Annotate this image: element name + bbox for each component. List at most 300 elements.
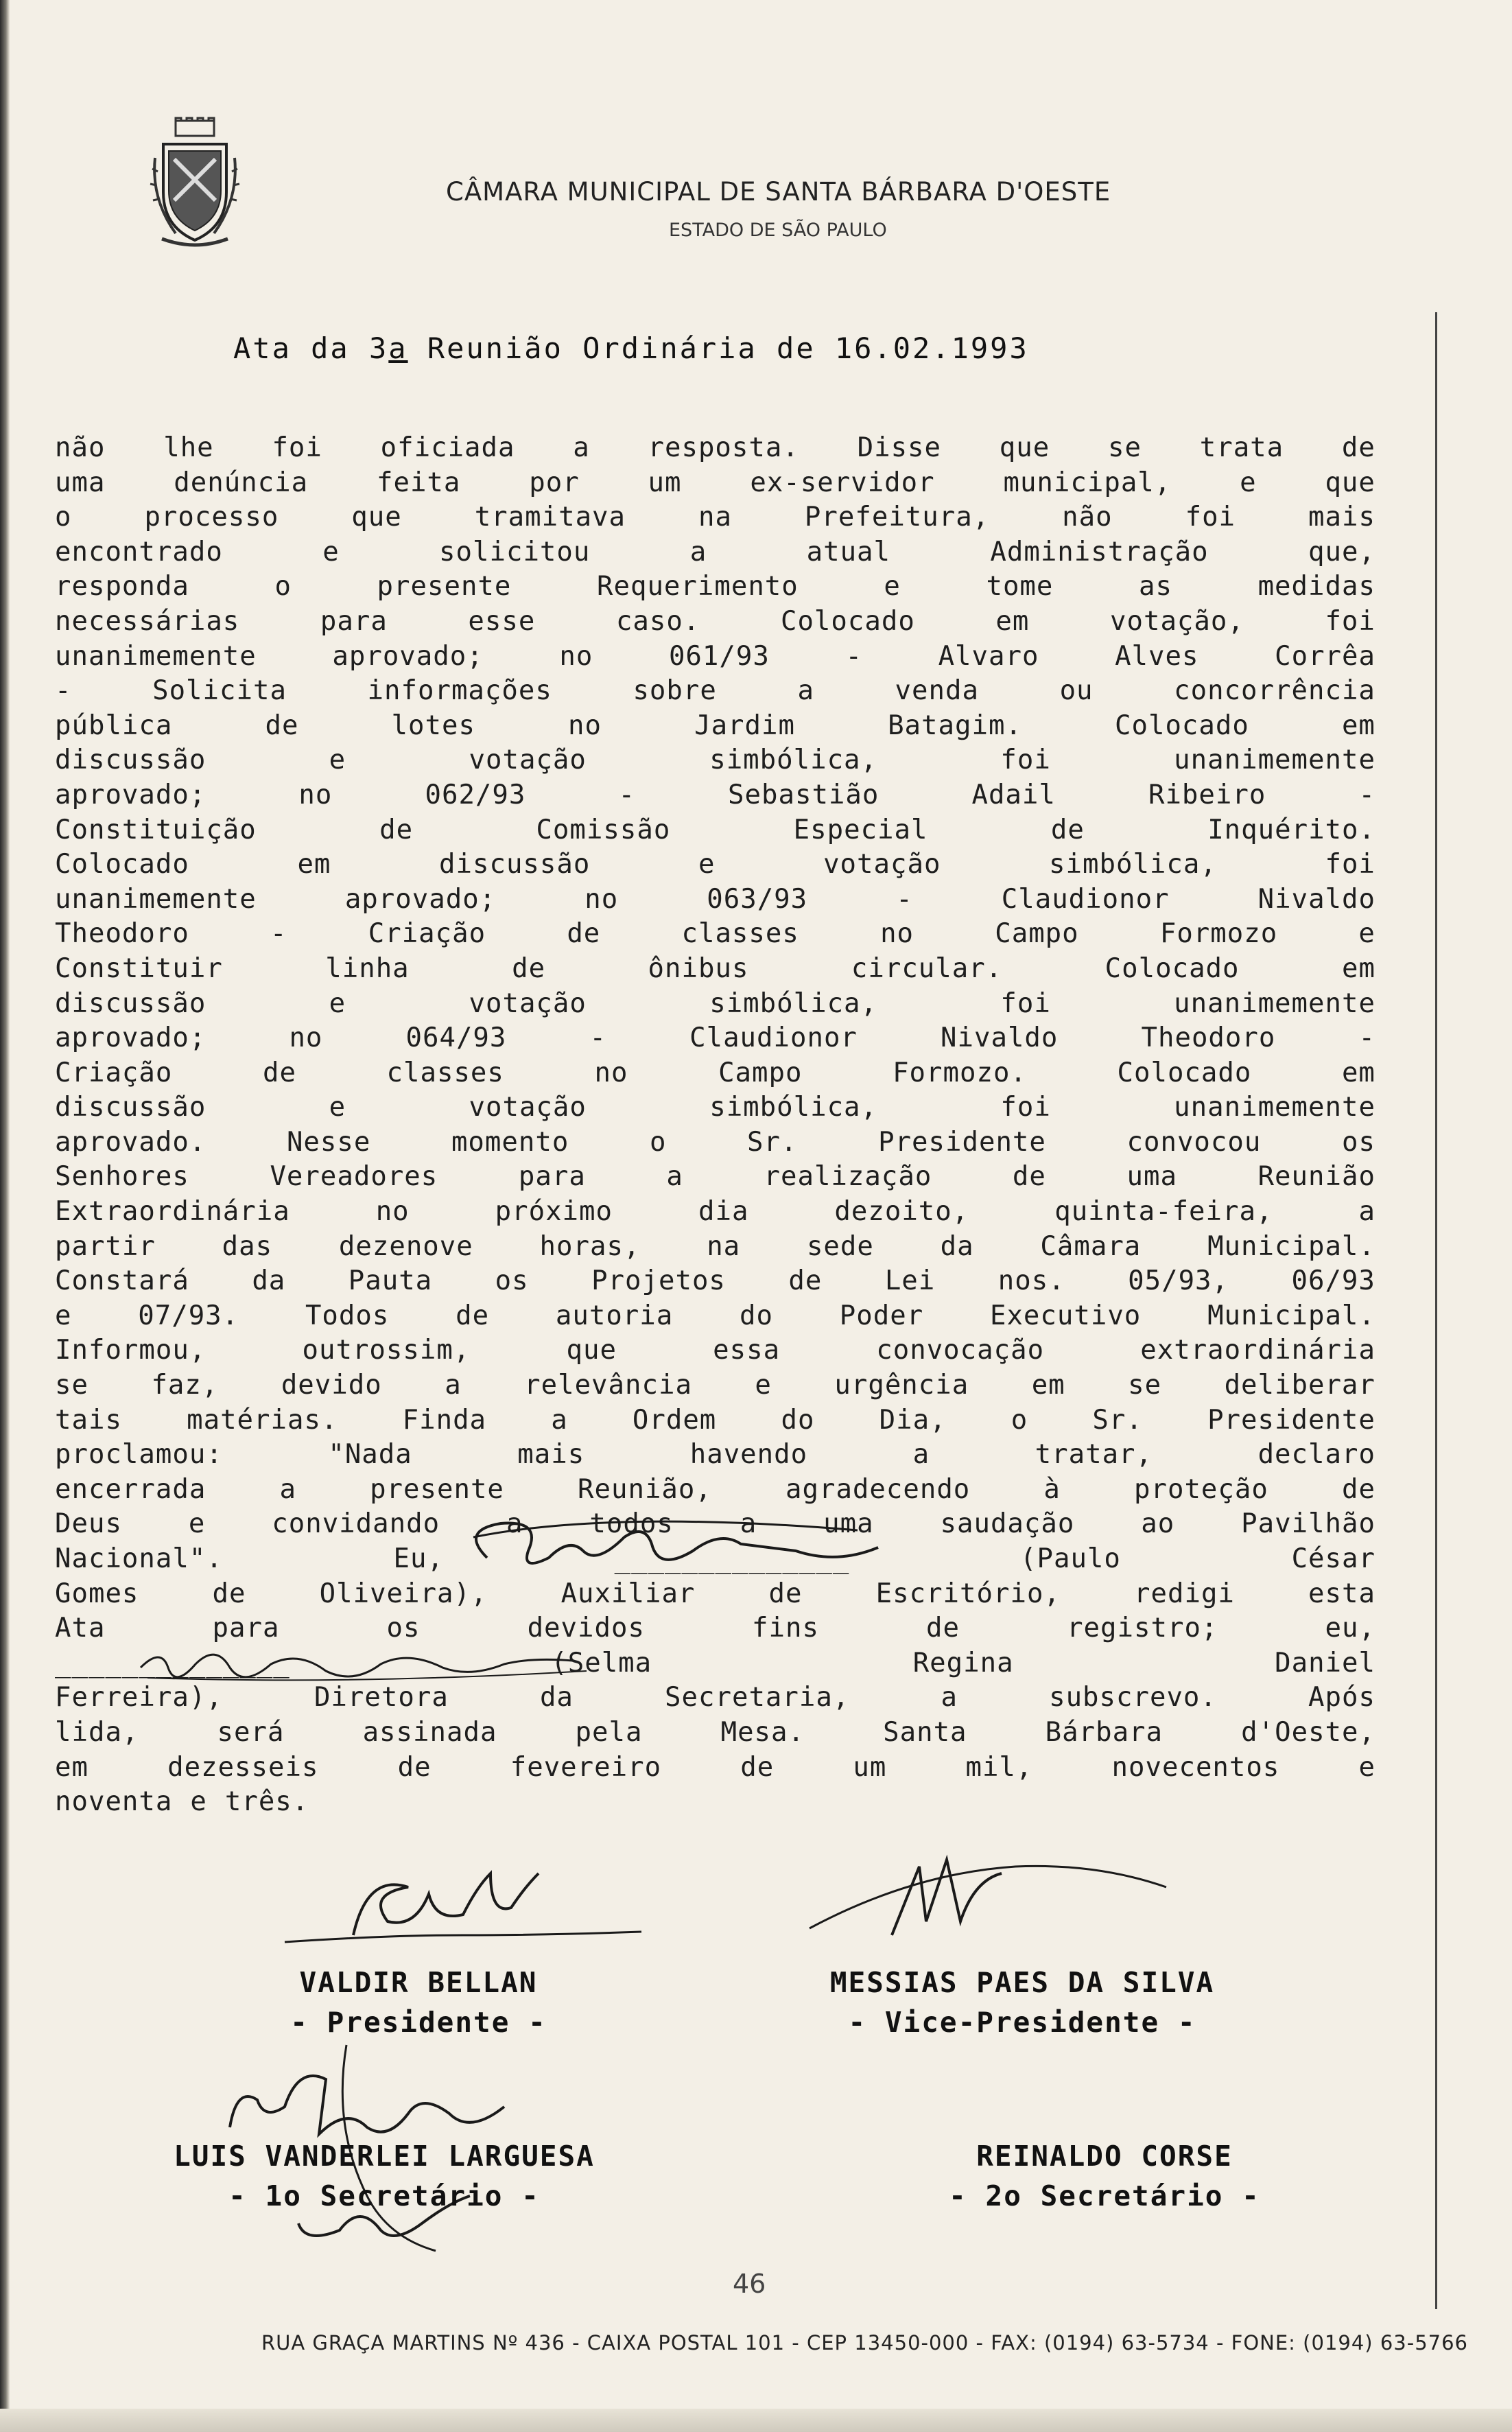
body-word: matérias.	[187, 1404, 338, 1436]
body-word: Auxiliar	[560, 1578, 696, 1609]
body-word: Alvaro	[938, 640, 1039, 672]
body-word: ônibus	[648, 952, 749, 984]
signatory-president	[226, 1963, 611, 2042]
body-word: os	[495, 1265, 529, 1297]
body-word: para	[518, 1161, 586, 1193]
body-line	[55, 1333, 1375, 1368]
body-word: de	[1050, 814, 1085, 845]
body-line	[55, 743, 1375, 778]
body-word: de	[456, 1300, 490, 1331]
body-word: e	[55, 1300, 72, 1331]
body-word: lhe	[163, 432, 214, 463]
body-line	[55, 1125, 1375, 1160]
body-word: fevereiro	[510, 1751, 662, 1783]
body-word: em	[1341, 710, 1375, 741]
body-line	[55, 1751, 1375, 1786]
body-word: não	[1062, 502, 1113, 533]
body-word: da	[252, 1265, 286, 1297]
page-number: 46	[733, 2269, 766, 2299]
body-word: da	[940, 1230, 974, 1262]
body-word: simbólica,	[1049, 849, 1217, 880]
body-word: ______________	[55, 1647, 290, 1679]
body-word: Batagim.	[888, 710, 1022, 741]
body-line	[55, 500, 1375, 535]
body-line	[55, 605, 1375, 640]
body-word: atual	[806, 536, 891, 568]
body-line	[55, 1021, 1375, 1056]
body-word: o	[649, 1126, 667, 1158]
body-word: dezenove	[338, 1230, 473, 1262]
body-word: da	[539, 1682, 574, 1714]
body-word: o	[55, 502, 72, 533]
body-word: Colocado	[1115, 710, 1249, 741]
body-word: Colocado	[780, 605, 915, 637]
body-word: resposta.	[648, 432, 799, 463]
body-word: se	[55, 1370, 88, 1401]
body-word: tratar,	[1035, 1439, 1153, 1471]
body-word: de	[567, 918, 601, 950]
body-line	[55, 1368, 1375, 1403]
body-word: sede	[806, 1230, 874, 1262]
body-word: Câmara	[1040, 1230, 1142, 1262]
body-word: assinada	[362, 1716, 497, 1748]
signatory-role: - 1o Secretário -	[228, 2179, 540, 2212]
body-word: Constituir	[55, 952, 223, 984]
body-word: 061/93	[668, 640, 770, 672]
body-word: Formozo.	[893, 1057, 1027, 1088]
body-word: foi	[1325, 849, 1375, 880]
body-word: classes	[681, 918, 799, 950]
body-word: Pauta	[348, 1265, 433, 1297]
body-word: declaro	[1257, 1439, 1375, 1471]
body-word: Claudionor	[1001, 883, 1170, 915]
body-word: foi	[272, 432, 322, 463]
body-word: três.	[224, 1786, 309, 1818]
body-word: Theodoro	[55, 918, 189, 950]
body-word: Theodoro	[1141, 1022, 1276, 1054]
body-word: tome	[986, 571, 1054, 603]
body-line	[55, 1264, 1375, 1299]
body-word: para	[320, 605, 388, 637]
body-word: que	[566, 1335, 617, 1366]
body-word: de	[379, 814, 414, 845]
body-word: venda	[895, 675, 979, 707]
body-word: de	[740, 1751, 775, 1783]
body-word: e	[322, 536, 340, 568]
body-word: ex-servidor	[750, 467, 935, 498]
signatory-name: VALDIR BELLAN	[299, 1966, 538, 1999]
letterhead-footer: RUA GRAÇA MARTINS Nº 436 - CAIXA POSTAL 101 - CEP 13450-000 - FAX: (0194) 63-5734 - FONE: (0194) 63-5766	[261, 2331, 1468, 2354]
body-word: tais	[55, 1404, 122, 1436]
body-word: Vereadores	[270, 1161, 438, 1193]
body-word: agradecendo	[785, 1473, 971, 1505]
body-word: o	[1011, 1404, 1028, 1436]
body-word: ou	[1059, 675, 1094, 707]
body-word: um	[648, 467, 682, 498]
body-word: presente	[377, 571, 512, 603]
body-word: Criação	[368, 918, 486, 950]
body-word: e	[884, 571, 901, 603]
body-word: 06/93	[1291, 1265, 1375, 1297]
body-word: esta	[1308, 1578, 1375, 1609]
body-word: municipal,	[1003, 467, 1172, 498]
body-word: Nivaldo	[1257, 883, 1375, 915]
body-word: Campo	[718, 1057, 803, 1088]
body-word: Executivo	[989, 1300, 1142, 1331]
body-word: -	[845, 640, 862, 672]
body-word: quinta-feira,	[1054, 1196, 1273, 1228]
body-word: e	[188, 1508, 206, 1540]
body-word: partir	[55, 1230, 156, 1262]
body-word: no	[375, 1196, 410, 1228]
body-word: Lei	[884, 1265, 936, 1297]
body-word: Ata	[55, 1613, 106, 1644]
body-word: e	[1240, 467, 1257, 498]
body-word: Bárbara	[1045, 1716, 1163, 1748]
body-word: Mesa.	[720, 1716, 805, 1748]
body-word: de	[397, 1751, 432, 1783]
signatory-role: - Presidente -	[290, 2006, 547, 2039]
body-word: simbólica,	[709, 1092, 878, 1123]
body-word: e	[755, 1370, 772, 1401]
body-word: Claudionor	[689, 1022, 858, 1054]
body-word: no	[568, 710, 602, 741]
body-line	[55, 535, 1375, 570]
body-word: encontrado	[55, 536, 223, 568]
body-word: Projetos	[591, 1265, 726, 1297]
body-word: Gomes	[55, 1578, 139, 1609]
body-line	[55, 1507, 1375, 1542]
body-word: havendo	[689, 1439, 808, 1471]
body-word: -	[618, 779, 635, 810]
body-word: novecentos	[1111, 1751, 1280, 1783]
body-word: de	[265, 710, 299, 741]
body-word: no	[880, 918, 914, 950]
body-line	[55, 987, 1375, 1022]
body-word: a	[551, 1404, 568, 1436]
body-line	[55, 847, 1375, 882]
body-word: Nivaldo	[941, 1022, 1059, 1054]
body-word: uma	[823, 1508, 874, 1540]
body-line	[55, 1230, 1375, 1265]
body-word: na	[707, 1230, 741, 1262]
body-word: e	[190, 1786, 207, 1818]
body-word: "Nada	[328, 1439, 412, 1471]
body-word: trata	[1199, 432, 1284, 463]
body-word: dezoito,	[834, 1196, 969, 1228]
body-word: convocação	[876, 1335, 1045, 1366]
body-word: as	[1139, 571, 1172, 603]
body-word: a	[797, 675, 814, 707]
body-word: -	[1358, 1022, 1375, 1054]
body-word: Dia,	[879, 1404, 947, 1436]
body-line	[55, 431, 1375, 466]
body-word: Oliveira),	[319, 1578, 488, 1609]
body-word: em	[55, 1751, 88, 1783]
body-word: Criação	[55, 1057, 173, 1088]
body-word: votação	[469, 745, 587, 776]
body-word: Deus	[55, 1508, 122, 1540]
body-word: Corrêa	[1275, 640, 1375, 672]
body-line	[55, 1056, 1375, 1091]
body-word: à	[1043, 1473, 1061, 1505]
body-word: Santa	[883, 1716, 967, 1748]
body-word: Colocado	[55, 849, 189, 880]
body-word: urgência	[834, 1370, 969, 1401]
body-word: e	[698, 849, 716, 880]
body-word: Ribeiro	[1148, 779, 1266, 810]
body-line	[55, 1785, 1375, 1820]
body-word: em	[995, 605, 1030, 637]
body-word: Senhores	[55, 1161, 189, 1193]
body-word: de	[262, 1057, 296, 1088]
body-word: discussão	[439, 849, 591, 880]
body-word: subscrevo.	[1049, 1682, 1217, 1714]
body-word: que	[999, 432, 1050, 463]
body-word: 05/93,	[1128, 1265, 1229, 1297]
signatory-name: LUIS VANDERLEI LARGUESA	[174, 2140, 595, 2173]
body-word: foi	[1000, 1092, 1051, 1123]
body-word: e	[1358, 918, 1375, 950]
signature-vice-president-icon	[796, 1846, 1180, 1949]
margin-rule	[1435, 312, 1437, 2309]
body-word: -	[270, 918, 287, 950]
body-word: registro;	[1067, 1613, 1218, 1644]
body-word: presente	[370, 1473, 504, 1505]
body-word: Solicita	[152, 675, 287, 707]
body-word: a	[1358, 1196, 1375, 1228]
body-word: de	[926, 1613, 960, 1644]
scan-bottom-edge	[0, 2409, 1512, 2432]
body-line	[55, 917, 1375, 952]
body-line	[55, 640, 1375, 675]
body-word: um	[853, 1751, 887, 1783]
body-word: Diretora	[314, 1682, 449, 1714]
body-word: votação	[469, 1092, 587, 1123]
body-word: que,	[1308, 536, 1375, 568]
body-word: foi	[1185, 502, 1236, 533]
body-line	[55, 778, 1375, 813]
body-word: Adail	[971, 779, 1056, 810]
body-word: Daniel	[1275, 1647, 1375, 1679]
body-line	[55, 1681, 1375, 1716]
body-word: de	[768, 1578, 803, 1609]
body-word: Finda	[402, 1404, 487, 1436]
body-word: extraordinária	[1140, 1335, 1375, 1366]
body-word: no	[594, 1057, 628, 1088]
body-word: Presidente	[878, 1126, 1046, 1158]
body-word: de	[1341, 432, 1375, 463]
body-word: (Paulo	[1020, 1543, 1121, 1574]
body-word: Colocado	[1105, 952, 1240, 984]
body-word: mais	[517, 1439, 585, 1471]
body-word: a	[740, 1508, 757, 1540]
body-word: simbólica,	[709, 745, 878, 776]
body-word: Eu,	[393, 1543, 444, 1574]
body-word: Secretaria,	[665, 1682, 850, 1714]
body-word: para	[212, 1613, 280, 1644]
body-word: foi	[1325, 605, 1375, 637]
document-title	[233, 331, 1029, 365]
body-line	[55, 813, 1375, 848]
body-word: 063/93	[707, 883, 808, 915]
body-word: informações	[367, 675, 552, 707]
body-word: de	[788, 1265, 823, 1297]
body-word: no	[298, 779, 333, 810]
body-word: processo	[144, 502, 279, 533]
body-word: tramitava	[474, 502, 626, 533]
title-prefix: Ata da 3	[233, 331, 389, 365]
body-word: a	[279, 1473, 296, 1505]
body-word: os	[1341, 1126, 1375, 1158]
body-word: proclamou:	[55, 1439, 223, 1471]
body-word: Sr.	[747, 1126, 798, 1158]
body-word: realização	[764, 1161, 932, 1193]
signature-president-icon	[271, 1867, 655, 1949]
body-word: em	[1341, 952, 1375, 984]
body-word: -	[1358, 779, 1375, 810]
municipal-crest-icon	[148, 117, 241, 254]
body-word: no	[289, 1022, 323, 1054]
body-word: ______________	[614, 1543, 850, 1574]
signatory-role: - 2o Secretário -	[949, 2179, 1260, 2212]
body-word: que	[1325, 467, 1375, 498]
body-word: lotes	[391, 710, 475, 741]
body-word: no	[584, 883, 619, 915]
body-word: que	[351, 502, 402, 533]
body-word: devido	[281, 1370, 382, 1401]
body-word: Presidente	[1207, 1404, 1375, 1436]
signatory-name: MESSIAS PAES DA SILVA	[829, 1966, 1215, 1999]
body-word: e	[329, 745, 346, 776]
body-word: (Selma	[551, 1647, 652, 1679]
body-word: aprovado.	[55, 1126, 206, 1158]
body-line	[55, 1403, 1375, 1438]
body-word: Alves	[1115, 640, 1199, 672]
body-word: convidando	[272, 1508, 440, 1540]
body-word: votação	[469, 987, 587, 1019]
body-word: a	[941, 1682, 958, 1714]
body-word: Constará	[55, 1265, 189, 1297]
scan-page-edge	[0, 0, 10, 2432]
body-word: outrossim,	[302, 1335, 471, 1366]
body-word: Jardim	[694, 710, 795, 741]
body-word: em	[297, 849, 331, 880]
body-word: Escritório,	[875, 1578, 1061, 1609]
body-word: será	[217, 1716, 285, 1748]
body-line	[55, 952, 1375, 987]
body-word: eu,	[1325, 1613, 1375, 1644]
body-word: em	[1341, 1057, 1375, 1088]
body-word: d'Oeste,	[1241, 1716, 1375, 1748]
body-word: esse	[468, 605, 536, 637]
body-word: -	[55, 675, 72, 707]
minutes-body	[55, 431, 1375, 1820]
body-word: de	[512, 952, 546, 984]
body-line	[55, 1090, 1375, 1125]
body-word: a	[445, 1370, 462, 1401]
signatory-name: REINALDO CORSE	[976, 2140, 1233, 2173]
body-word: redigi	[1134, 1578, 1235, 1609]
body-word: linha	[325, 952, 410, 984]
body-word: não	[55, 432, 106, 463]
body-word: unanimemente	[55, 640, 257, 672]
body-word: responda	[55, 571, 189, 603]
institution-name: CÂMARA MUNICIPAL DE SANTA BÁRBARA D'OESTE	[446, 177, 1111, 207]
body-word: unanimemente	[1174, 987, 1375, 1019]
body-word: denúncia	[174, 467, 309, 498]
body-word: e	[329, 1092, 346, 1123]
body-word: Informou,	[55, 1335, 206, 1366]
body-word: os	[386, 1613, 421, 1644]
body-word: se	[1128, 1370, 1162, 1401]
body-word: 064/93	[405, 1022, 507, 1054]
body-word: Disse	[857, 432, 942, 463]
body-word: aprovado;	[55, 1022, 206, 1054]
body-word: proteção	[1134, 1473, 1268, 1505]
body-word: unanimemente	[55, 883, 257, 915]
body-word: discussão	[55, 745, 206, 776]
body-word: Todos	[305, 1300, 390, 1331]
body-word: Poder	[839, 1300, 924, 1331]
body-word: convocou	[1126, 1126, 1262, 1158]
body-word: necessárias	[55, 605, 240, 637]
body-word: saudação	[940, 1508, 1075, 1540]
body-word: das	[222, 1230, 273, 1262]
body-word: Municipal.	[1207, 1300, 1375, 1331]
body-word: César	[1291, 1543, 1375, 1574]
body-word: fins	[752, 1613, 819, 1644]
body-line	[55, 1542, 1375, 1577]
body-word: oficiada	[380, 432, 515, 463]
body-line	[55, 1160, 1375, 1195]
body-word: uma	[55, 467, 106, 498]
body-line	[55, 1299, 1375, 1334]
body-word: Após	[1308, 1682, 1375, 1714]
body-word: -	[589, 1022, 606, 1054]
body-word: Ordem	[632, 1404, 717, 1436]
body-word: solicitou	[439, 536, 591, 568]
body-word: a	[912, 1439, 930, 1471]
body-word: votação,	[1110, 605, 1244, 637]
body-word: classes	[386, 1057, 504, 1088]
body-word: Administração	[990, 536, 1209, 568]
body-line	[55, 1438, 1375, 1473]
body-word: Municipal.	[1207, 1230, 1375, 1262]
body-word: aprovado;	[344, 883, 497, 915]
body-word: horas,	[539, 1230, 641, 1262]
body-word: foi	[1000, 745, 1051, 776]
body-word: próximo	[495, 1196, 613, 1228]
body-line	[55, 1611, 1375, 1646]
body-word: de	[1341, 1473, 1375, 1505]
body-word: a	[666, 1161, 683, 1193]
body-word: aprovado;	[55, 779, 206, 810]
body-word: Regina	[912, 1647, 1014, 1679]
body-word: -	[896, 883, 913, 915]
body-word: aprovado;	[332, 640, 484, 672]
body-word: 062/93	[425, 779, 526, 810]
body-line	[55, 1577, 1375, 1612]
body-word: a	[689, 536, 707, 568]
body-word: unanimemente	[1174, 745, 1375, 776]
body-word: todos	[589, 1508, 674, 1540]
body-word: Reunião,	[578, 1473, 712, 1505]
body-word: Colocado	[1117, 1057, 1252, 1088]
body-word: dezesseis	[167, 1751, 319, 1783]
body-word: Requerimento	[597, 571, 799, 603]
body-word: deliberar	[1224, 1370, 1375, 1401]
